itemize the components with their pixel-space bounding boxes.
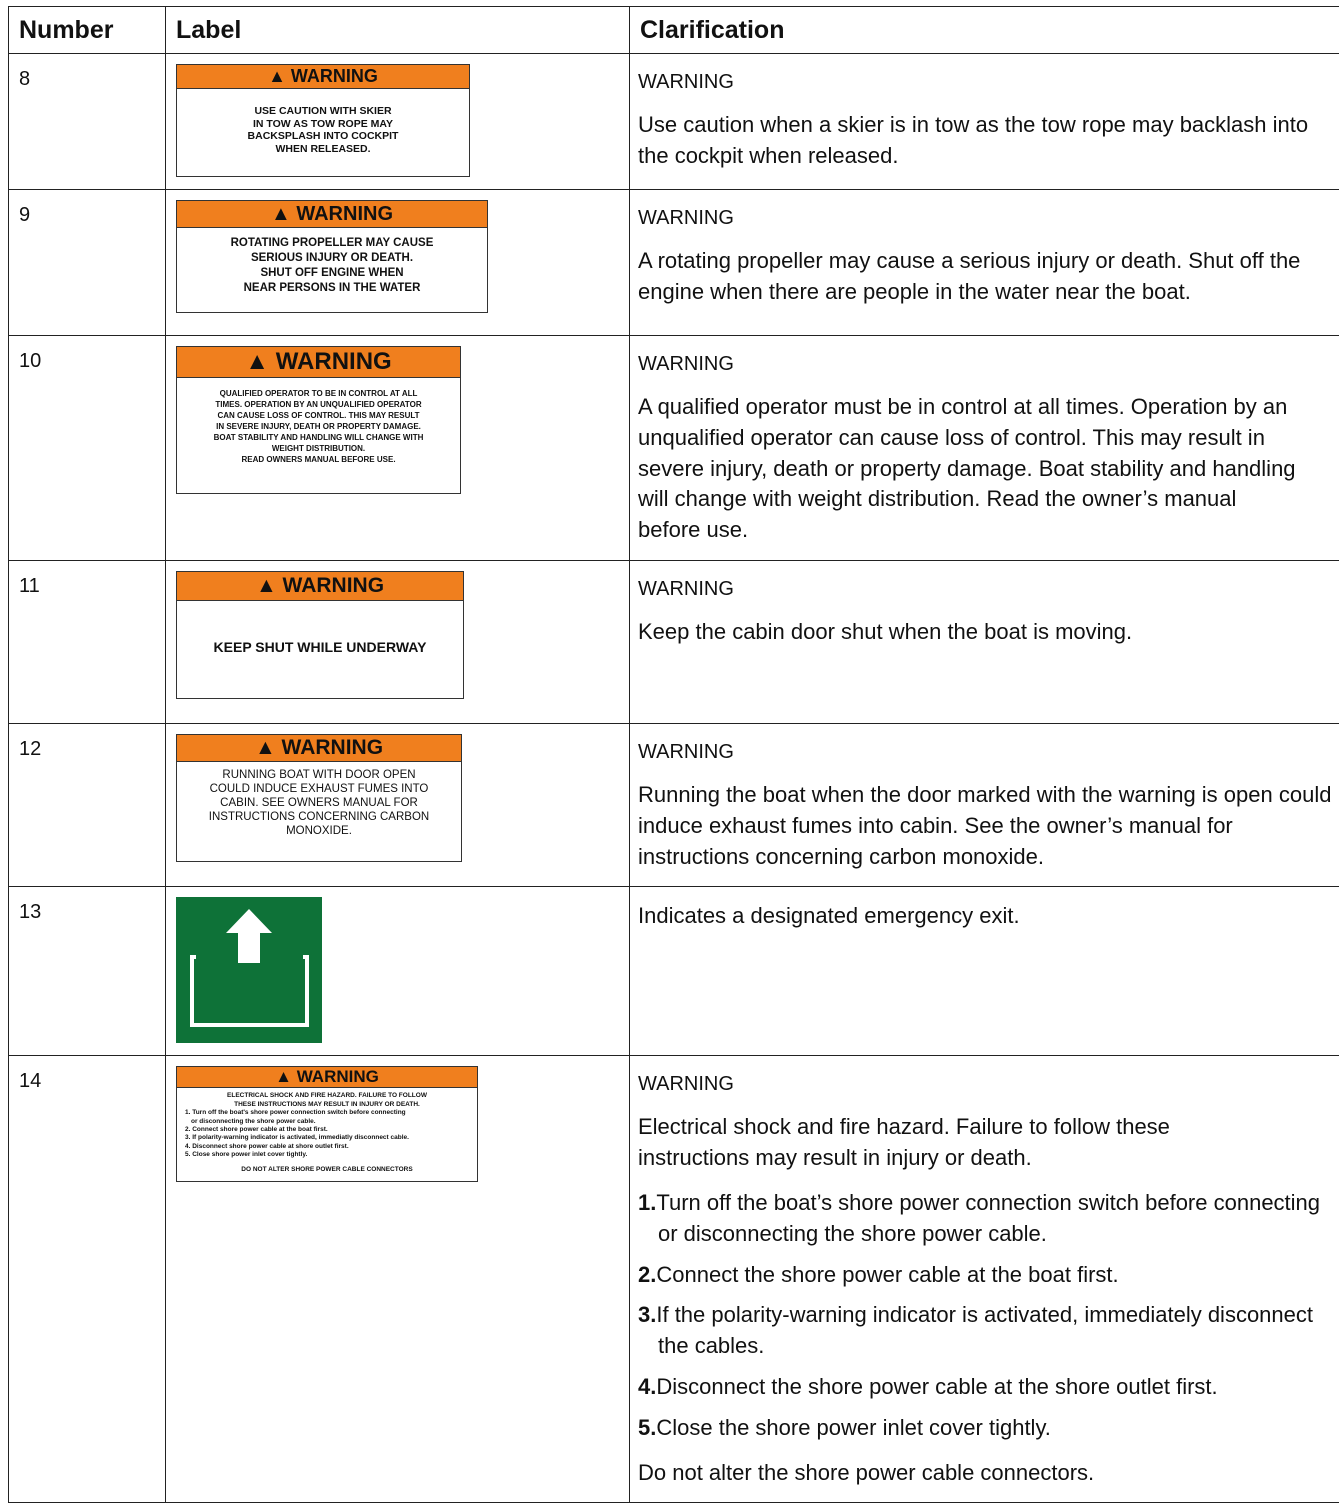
row-number: 11 [9, 560, 166, 723]
header-clarification: Clarification [630, 7, 1339, 54]
sign-line: SHUT OFF ENGINE WHEN [177, 266, 487, 281]
row-number: 14 [9, 1056, 166, 1503]
sign-line: QUALIFIED OPERATOR TO BE IN CONTROL AT ALL [177, 388, 460, 399]
clarification-title: WARNING [638, 350, 1337, 378]
warning-header: ▲ WARNING [177, 735, 461, 762]
sign-line: TIMES. OPERATION BY AN UNQUALIFIED OPERATOR [177, 399, 460, 410]
sign-line: BOAT STABILITY AND HANDLING WILL CHANGE WITH [177, 432, 460, 443]
warning-label [176, 1066, 478, 1182]
header-label: Label [166, 7, 630, 54]
sign-line: SERIOUS INJURY OR DEATH. [177, 251, 487, 266]
list-item: 4.Disconnect the shore power cable at the shore outlet first. [638, 1372, 1337, 1403]
table-row [9, 887, 1339, 1056]
sign-line: IN SEVERE INJURY, DEATH OR PROPERTY DAMAGE. [177, 421, 460, 432]
row-number: 13 [9, 887, 166, 1056]
warning-header: ▲ WARNING [177, 201, 487, 228]
warning-header: ▲ WARNING [177, 65, 469, 89]
sign-line: INSTRUCTIONS CONCERNING CARBON [177, 810, 461, 824]
sign-line: or disconnecting the shore power cable. [177, 1118, 477, 1126]
warning-header: ▲ WARNING [177, 1067, 477, 1088]
table-row [9, 336, 1339, 561]
clarification-title: WARNING [638, 575, 1337, 603]
clarification-title: WARNING [638, 738, 1337, 766]
sign-line: DO NOT ALTER SHORE POWER CABLE CONNECTORS [177, 1166, 477, 1174]
sign-line: MONOXIDE. [177, 824, 461, 838]
sign-line: NEAR PERSONS IN THE WATER [177, 281, 487, 296]
row-number: 12 [9, 723, 166, 886]
row-number: 9 [9, 190, 166, 336]
warning-label [176, 734, 462, 862]
sign-line: 2. Connect shore power cable at the boat first. [177, 1126, 477, 1134]
sign-line: RUNNING BOAT WITH DOOR OPEN [177, 768, 461, 782]
clarification-text: Electrical shock and fire hazard. Failure to follow these instructions may result in injury or death. [638, 1112, 1287, 1174]
list-item: 5.Close the shore power inlet cover tightly. [638, 1413, 1337, 1444]
sign-line: READ OWNERS MANUAL BEFORE USE. [177, 454, 460, 465]
clarification-title: WARNING [638, 68, 1337, 96]
table-row [9, 54, 1339, 190]
row-number: 10 [9, 336, 166, 561]
sign-line: THESE INSTRUCTIONS MAY RESULT IN INJURY OR DEATH. [177, 1101, 477, 1109]
sign-line: COULD INDUCE EXHAUST FUMES INTO [177, 782, 461, 796]
sign-line: ELECTRICAL SHOCK AND FIRE HAZARD. FAILURE TO FOLLOW [177, 1092, 477, 1100]
clarification-text: Use caution when a skier is in tow as the tow rope may backlash into the cockpit when released. [638, 110, 1337, 172]
clarification-text: Keep the cabin door shut when the boat is moving. [638, 617, 1337, 648]
sign-line: 5. Close shore power inlet cover tightly. [177, 1151, 477, 1159]
warning-label [176, 346, 461, 494]
sign-line: CAN CAUSE LOSS OF CONTROL. THIS MAY RESULT [177, 410, 460, 421]
warning-label [176, 64, 470, 177]
list-item: 1.Turn off the boat’s shore power connection switch before connecting or disconnecting the shore power cable. [638, 1188, 1337, 1250]
clarification-title: WARNING [638, 1070, 1337, 1098]
instruction-list [638, 1188, 1337, 1444]
list-item: 3.If the polarity-warning indicator is activated, immediately disconnect the cables. [638, 1300, 1337, 1362]
sign-line: IN TOW AS TOW ROPE MAY [177, 118, 469, 131]
clarification-title: WARNING [638, 204, 1337, 232]
sign-line: BACKSPLASH INTO COCKPIT [177, 130, 469, 143]
sign-line: CABIN. SEE OWNERS MANUAL FOR [177, 796, 461, 810]
sign-line: USE CAUTION WITH SKIER [177, 105, 469, 118]
row-number: 8 [9, 54, 166, 190]
clarification-text: Running the boat when the door marked with the warning is open could induce exhaust fumes into cabin. See the owner’s manual for instructions concerning carbon monoxide. [638, 780, 1337, 872]
warning-header: ▲ WARNING [177, 572, 463, 601]
header-row [9, 7, 1339, 54]
clarification-footer: Do not alter the shore power cable connectors. [638, 1458, 1337, 1489]
sign-line: ROTATING PROPELLER MAY CAUSE [177, 236, 487, 251]
emergency-exit-icon [176, 897, 322, 1043]
table-row [9, 560, 1339, 723]
clarification-text: A rotating propeller may cause a serious injury or death. Shut off the engine when there are people in the water near the boat. [638, 246, 1337, 308]
table-row [9, 190, 1339, 336]
clarification-text: A qualified operator must be in control at all times. Operation by an unqualified operator can cause loss of control. This may result in severe injury, death or property damage. Boat stability and handling will change with weight distribution. Read the owner’s manual before use. [638, 392, 1297, 546]
labels-table [8, 6, 1339, 1503]
clarification-text: Indicates a designated emergency exit. [638, 901, 1337, 932]
sign-line: 1. Turn off the boat's shore power connection switch before connecting [177, 1109, 477, 1117]
warning-label [176, 200, 488, 313]
header-number: Number [9, 7, 166, 54]
sign-line: WHEN RELEASED. [177, 143, 469, 156]
table-row [9, 723, 1339, 886]
sign-line: 3. If polarity-warning indicator is activated, immediatly disconnect cable. [177, 1134, 477, 1142]
warning-header: ▲ WARNING [177, 347, 460, 378]
warning-label [176, 571, 464, 699]
table-row [9, 1056, 1339, 1503]
sign-line: WEIGHT DISTRIBUTION. [177, 443, 460, 454]
sign-line: KEEP SHUT WHILE UNDERWAY [177, 601, 463, 655]
sign-line: 4. Disconnect shore power cable at shore outlet first. [177, 1143, 477, 1151]
list-item: 2.Connect the shore power cable at the boat first. [638, 1260, 1337, 1291]
